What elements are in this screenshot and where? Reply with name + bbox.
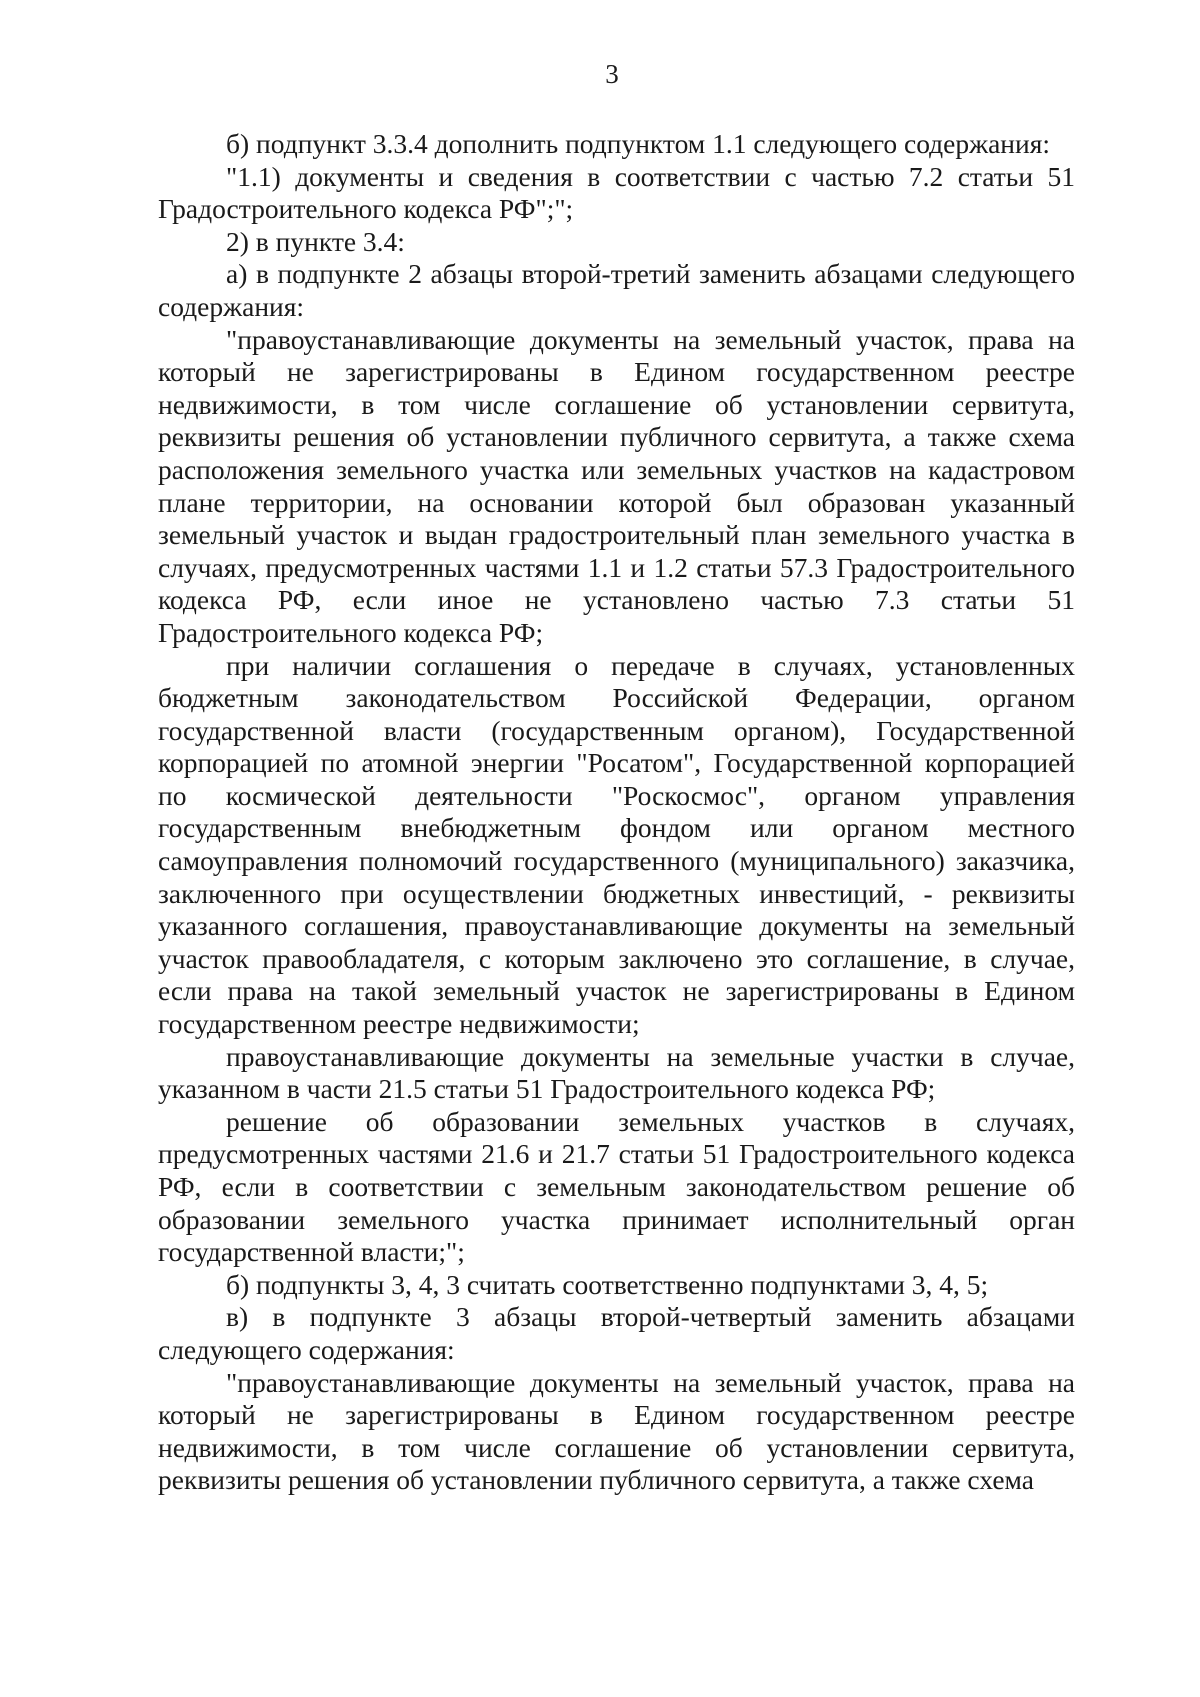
paragraph: 2) в пункте 3.4:: [226, 225, 405, 257]
paragraph: в) в подпункте 3 абзацы второй-четвертый заменить абзацами следующего содержания:: [158, 1301, 1075, 1365]
paragraph: при наличии соглашения о передаче в случаях, установленных бюджетным законодательством Российской Федерации, органом государственной власти (государственным органом), Государственной корпорацией по атомной энергии "Росатом", Государственной корпорацией по космической деятельности "Роскосмос", органом управления государственным внебюджетным фондом или органом местного самоуправления полномочий государственного (муниципального) заказчика, заключенного при осуществлении бюджетных инвестиций, - реквизиты указанного соглашения, правоустанавливающие документы на земельный участок правообладателя, с которым заключено это соглашение, в случае, если права на такой земельный участок не зарегистрированы в Едином государственном реестре недвижимости;: [158, 649, 1075, 1040]
paragraph: "правоустанавливающие документы на земельный участок, права на который не зарегистрированы в Едином государственном реестре недвижимости, в том числе соглашение об установлении сервитута, реквизиты решения об установлении публичного сервитута, а также схема: [158, 1366, 1075, 1496]
paragraph: "1.1) документы и сведения в соответствии с частью 7.2 статьи 51 Градостроительного кодекса РФ";";: [158, 160, 1075, 225]
paragraph: правоустанавливающие документы на земельные участки в случае, указанном в части 21.5 статьи 51 Градостроительного кодекса РФ;: [158, 1040, 1075, 1105]
page-number: 3: [605, 59, 619, 89]
paragraph: б) подпункты 3, 4, 3 считать соответственно подпунктами 3, 4, 5;: [226, 1268, 989, 1300]
document-body: [158, 128, 1075, 1497]
paragraph: решение об образовании земельных участков в случаях, предусмотренных частями 21.6 и 21.7 статьи 51 Градостроительного кодекса РФ, если в соответствии с земельным законодательством решение об образовании земельного участка принимает исполнительный орган государственной власти;";: [158, 1105, 1075, 1268]
paragraph: а) в подпункте 2 абзацы второй-третий заменить абзацами следующего содержания:: [158, 258, 1075, 322]
paragraph: "правоустанавливающие документы на земельный участок, права на который не зарегистрированы в Едином государственном реестре недвижимости, в том числе соглашение об установлении сервитута, реквизиты решения об установлении публичного сервитута, а также схема расположения земельного участка или земельных участков на кадастровом плане территории, на основании которой был образован указанный земельный участок и выдан градостроительный план земельного участка в случаях, предусмотренных частями 1.1 и 1.2 статьи 57.3 Градостроительного кодекса РФ, если иное не установлено частью 7.3 статьи 51 Градостроительного кодекса РФ;: [158, 323, 1075, 648]
paragraph: б) подпункт 3.3.4 дополнить подпунктом 1.1 следующего содержания:: [226, 128, 1051, 159]
